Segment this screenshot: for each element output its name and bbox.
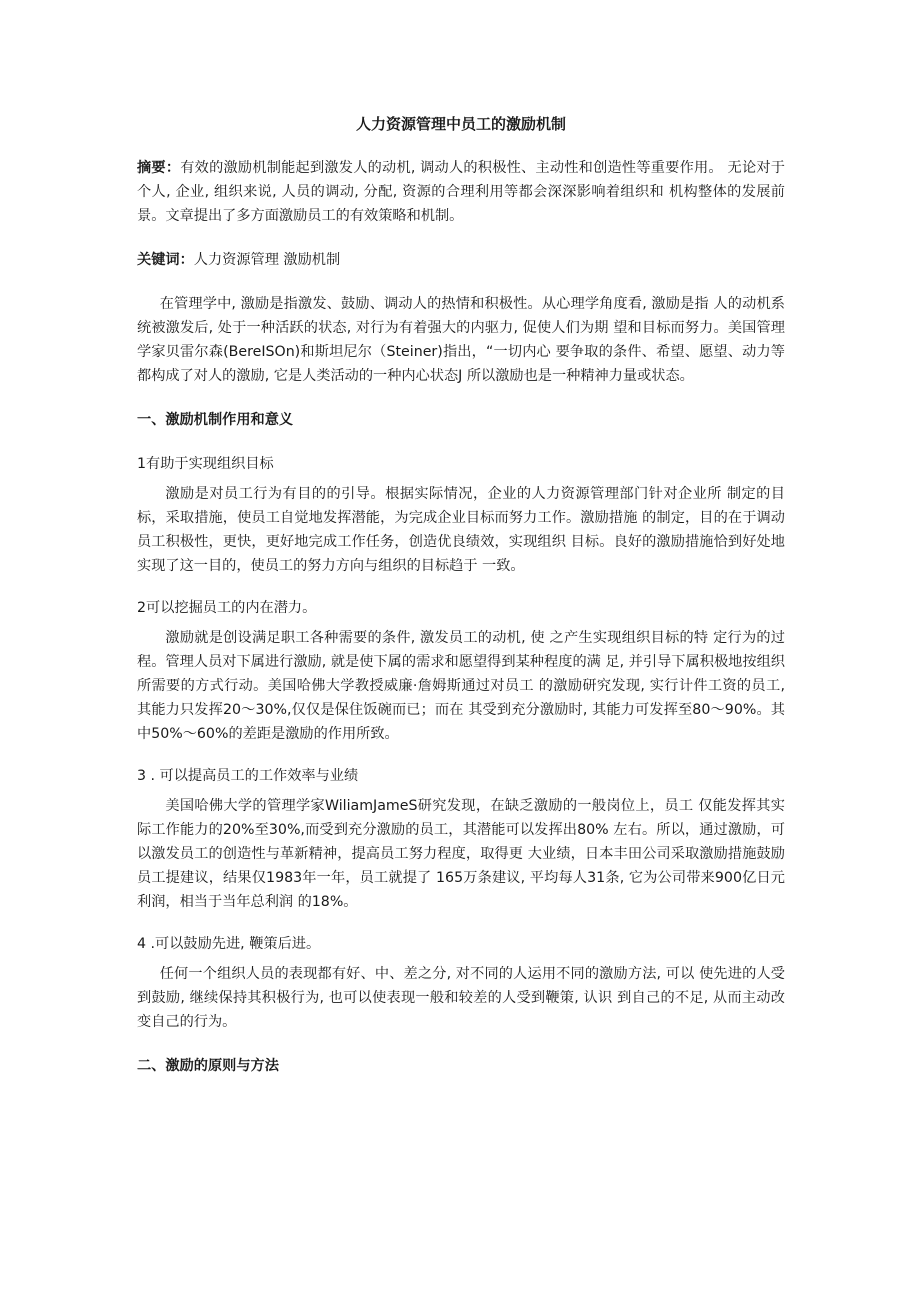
abstract-label: 摘要： [137,160,181,176]
section-1-item-2-text: 激励就是创设满足职工各种需要的条件, 激发员工的动机, 使 之产生实现组织目标的特 定行为的过程。管理人员对下属进行激励, 就是使下属的需求和愿望得到某种程度的满 足, 并引导下属积极地按组织所需要的方式行动。美国哈佛大学教授威廉·詹姆斯通过对员工 的激励研究发现, 实行计件工资的员工, 其能力只发挥20～30%,仅仅是保住饭碗而已；而在 其受到充分激励时, 其能力可发挥至80～90%。其中50%～60%的差距是激励的作用所致。 [137,630,785,742]
section-1-item-1-text: 激励是对员工行为有目的的引导。根据实际情况，企业的人力资源管理部门针对企业所 制定的目标，采取措施，使员工自觉地发挥潜能，为完成企业目标而努力工作。激励措施 的制定，目的在于调动员工积极性，更快，更好地完成工作任务，创造优良绩效，实现组织 目标。良好的激励措施恰到好处地实现了这一目的，使员工的努力方向与组织的目标趋于 一致。 [137,486,785,574]
section-1-item-1-heading: 1有助于实现组织目标 [137,456,274,472]
keywords-text: 人力资源管理 激励机制 [193,252,341,268]
abstract-text: 有效的激励机制能起到激发人的动机, 调动人的积极性、主动性和创造性等重要作用。 无论对于个人, 企业, 组织来说, 人员的调动, 分配, 资源的合理利用等都会深深影响着组织和 机构整体的发展前景。文章提出了多方面激励员工的有效策略和机制。 [137,160,785,224]
keywords-label: 关键词： [137,252,194,268]
keywords-paragraph [137,248,785,272]
section-1-item-3-text: 美国哈佛大学的管理学家WiliamJameS研究发现，在缺乏激励的一般岗位上，员工 仅能发挥其实际工作能力的20%至30%,而受到充分激励的员工，其潜能可以发挥出80% 左右。所以，通过激励，可以激发员工的创造性与革新精神，提高员工努力程度，取得更 大业绩，日本丰田公司采取激励措施鼓励员工提建议，结果仅1983年一年，员工就提了 165万条建议, 平均每人31条, 它为公司带来900亿日元利润，相当于当年总利润 的18%。 [137,798,785,910]
section-1-item-3-heading: 3 . 可以提高员工的工作效率与业绩 [137,768,359,784]
section-1-item-4-heading: 4 .可以鼓励先进, 鞭策后进。 [137,936,321,952]
section-1-heading: 一、激励机制作用和意义 [137,412,294,428]
section-1-item-4-text: 任何一个组织人员的表现都有好、中、差之分, 对不同的人运用不同的激励方法, 可以 使先进的人受到鼓励, 继续保持其积极行为, 也可以使表现一般和较差的人受到鞭策, 认识 到自己的不足, 从而主动改变自己的行为。 [137,966,785,1030]
document-body [137,112,785,1078]
abstract-paragraph [137,156,785,228]
intro-paragraph: 在管理学中, 激励是指激发、鼓励、调动人的热情和积极性。从心理学角度看, 激励是指 人的动机系统被激发后, 处于一种活跃的状态, 对行为有着强大的内驱力, 促使人们为期 望和目标而努力。美国管理学家贝雷尔森(BereISOn)和斯坦尼尔（Steiner)指出，“一切内心 要争取的条件、希望、愿望、动力等都构成了对人的激励, 它是人类活动的一种内心状态J 所以激励也是一种精神力量或状态。 [137,296,785,384]
section-2-heading: 二、激励的原则与方法 [137,1058,279,1074]
document-title: 人力资源管理中员工的激励机制 [355,115,566,133]
section-1-item-2-heading: 2可以挖掘员工的内在潜力。 [137,600,317,616]
